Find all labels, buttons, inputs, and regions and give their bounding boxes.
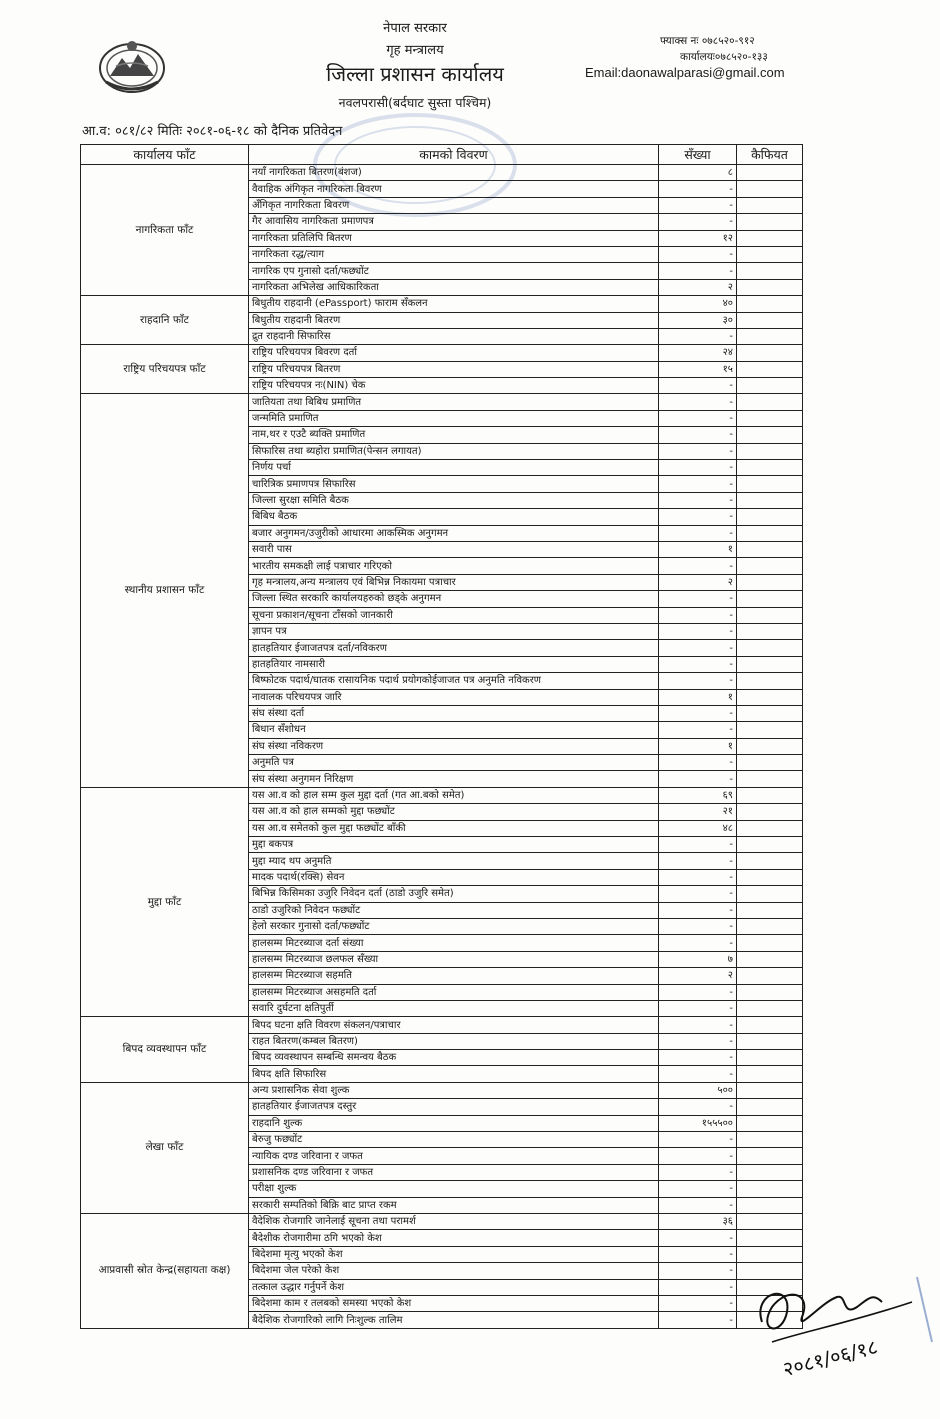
work-description: जातियता तथा बिबिध प्रमाणित [249,394,659,410]
work-count: - [659,558,737,574]
work-count: ७ [659,951,737,967]
work-count: ८ [659,165,737,181]
handwritten-signature [742,1262,940,1382]
work-description: बिधुतीय राहदानी बितरण [249,312,659,328]
remarks-cell [737,1197,803,1213]
work-count: - [659,935,737,951]
work-count: २ [659,968,737,984]
work-description: बिदेशमा जेल परेको केश [249,1263,659,1279]
work-count: - [659,214,737,230]
section-name: मुद्दा फाँट [81,787,249,1016]
work-description: नागरिकता प्रतिलिपि बितरण [249,230,659,246]
work-description: जिल्ला स्थित सरकारि कार्यालयहरुको छड्के अनुगमन [249,591,659,607]
work-description: जन्ममिति प्रमाणित [249,410,659,426]
work-count: - [659,181,737,197]
work-description: परीक्षा शुल्क [249,1181,659,1197]
remarks-cell [737,1066,803,1082]
daily-report-table [80,144,803,1329]
work-count: - [659,1148,737,1164]
work-description: हेलो सरकार गुनासो दर्ता/फछ्योंट [249,918,659,934]
work-description: बिपद घटना क्षति विवरण संकलन/पत्राचार [249,1017,659,1033]
remarks-cell [737,492,803,508]
work-count: - [659,869,737,885]
work-count: - [659,1017,737,1033]
table-row [81,394,803,410]
work-description: मुद्दा म्याद थप अनुमति [249,853,659,869]
work-count: - [659,1050,737,1066]
section-name: आप्रवासी स्रोत केन्द्र(सहायता कक्ष) [81,1214,249,1329]
fax-number: फ्याक्स नः ०७८५२०-९१२ [660,35,755,47]
work-description: बिष्फोटक पदार्थ/घातक रासायनिक पदार्थ प्रयोगकोईजाजत पत्र अनुमति नविकरण [249,673,659,689]
work-count: ४० [659,296,737,312]
work-count: - [659,902,737,918]
work-description: नयाँ नागरिकता बितरण(बंशज) [249,165,659,181]
work-description: राहदानि शुल्क [249,1115,659,1131]
work-description: बिभिन्न किसिमका उजुरि निवेदन दर्ता (ठाडो उजुरि समेत) [249,886,659,902]
work-count: - [659,1066,737,1082]
work-count: - [659,460,737,476]
remarks-cell [737,918,803,934]
work-count: - [659,378,737,394]
table-row [81,345,803,361]
work-description: तत्काल उद्धार गर्नुपर्ने केश [249,1279,659,1295]
work-count: - [659,1230,737,1246]
work-count: ६९ [659,787,737,803]
work-description: बैदेशीक रोजगारीमा ठगि भएको केश [249,1230,659,1246]
work-count: - [659,1312,737,1328]
work-description: सवारि दुर्घटना क्षतिपुर्ती [249,1000,659,1016]
work-count: - [659,640,737,656]
work-count: - [659,246,737,262]
work-count: - [659,509,737,525]
work-description: संघ संस्था नविकरण [249,738,659,754]
work-description: संघ संस्था अनुगमन निरिक्षण [249,771,659,787]
work-description: अन्य प्रशासनिक सेवा शुल्क [249,1082,659,1098]
work-count: - [659,1132,737,1148]
remarks-cell [737,1017,803,1033]
remarks-cell [737,902,803,918]
work-count: - [659,328,737,344]
work-description: बिधान सँशोधन [249,722,659,738]
work-description: गृह मन्त्रालय,अन्य मन्त्रालय एवं बिभिन्न निकायमा पत्राचार [249,574,659,590]
remarks-cell [737,984,803,1000]
work-description: बिबिध बैठक [249,509,659,525]
remarks-cell [737,820,803,836]
work-count: - [659,1000,737,1016]
work-count: २४ [659,345,737,361]
remarks-cell [737,181,803,197]
remarks-cell [737,935,803,951]
work-count: - [659,837,737,853]
work-count: - [659,1197,737,1213]
section-name: राहदानि फाँट [81,296,249,345]
header-government: नेपाल सरकार [383,21,447,36]
remarks-cell [737,591,803,607]
work-description: न्यायिक दण्ड जरिवाना र जफत [249,1148,659,1164]
table-row [81,787,803,803]
work-description: जिल्ला सुरक्षा समिति बैठक [249,492,659,508]
work-count: - [659,656,737,672]
work-count: - [659,591,737,607]
work-description: हालसम्म मिटरब्याज असहमति दर्ता [249,984,659,1000]
work-description: प्रशासनिक दण्ड जरिवाना र जफत [249,1164,659,1180]
work-description: ज्ञापन पत्र [249,623,659,639]
remarks-cell [737,804,803,820]
work-description: सवारी पास [249,541,659,557]
work-count: - [659,1181,737,1197]
work-description: राहत बितरण(कम्बल बितरण) [249,1033,659,1049]
work-description: बजार अनुगमन/उजुरीको आधारमा आकस्मिक अनुगमन [249,525,659,541]
work-count: १५५५०० [659,1115,737,1131]
work-count: - [659,607,737,623]
remarks-cell [737,705,803,721]
table-row [81,1082,803,1098]
work-count: - [659,623,737,639]
work-description: यस आ.व को हाल सम्म कुल मुद्दा दर्ता (गत आ.बको समेत) [249,787,659,803]
work-description: नाम,थर र एउटै ब्यक्ति प्रमाणित [249,427,659,443]
work-count: ३० [659,312,737,328]
work-count: - [659,886,737,902]
work-description: मुद्दा बकपत्र [249,837,659,853]
work-count: - [659,263,737,279]
remarks-cell [737,1082,803,1098]
remarks-cell [737,476,803,492]
remarks-cell [737,296,803,312]
remarks-cell [737,640,803,656]
work-description: चारित्रिक प्रमाणपत्र सिफारिस [249,476,659,492]
section-name: नागरिकता फाँट [81,165,249,296]
remarks-cell [737,279,803,295]
table-header-row [81,145,803,165]
work-description: नावालक परिचयपत्र जारि [249,689,659,705]
work-description: सरकारी सम्पतिको बिक्रि बाट प्राप्त रकम [249,1197,659,1213]
remarks-cell [737,312,803,328]
work-description: यस आ.व समेतको कुल मुद्दा फछ्योंट बाँकी [249,820,659,836]
remarks-cell [737,689,803,705]
work-description: बिपद क्षति सिफारिस [249,1066,659,1082]
remarks-cell [737,558,803,574]
remarks-cell [737,165,803,181]
remarks-cell [737,1148,803,1164]
work-count: - [659,673,737,689]
remarks-cell [737,1050,803,1066]
remarks-cell [737,394,803,410]
remarks-cell [737,623,803,639]
work-description: हातहतियार ईजाजतपत्र दर्ता/नविकरण [249,640,659,656]
remarks-cell [737,607,803,623]
work-description: हालसम्म मिटरब्याज छलफल सँख्या [249,951,659,967]
work-count: २१ [659,804,737,820]
table-row [81,1214,803,1230]
nepal-emblem-logo [96,36,168,96]
work-description: बेरुजु फछ्योंट [249,1132,659,1148]
remarks-cell [737,755,803,771]
remarks-cell [737,1214,803,1230]
remarks-cell [737,525,803,541]
remarks-cell [737,837,803,853]
remarks-cell [737,951,803,967]
remarks-cell [737,1099,803,1115]
work-count: - [659,755,737,771]
remarks-cell [737,427,803,443]
remarks-cell [737,1230,803,1246]
header-ministry: गृह मन्त्रालय [386,43,444,58]
section-name: राष्ट्रिय परिचयपत्र फाँट [81,345,249,394]
work-count: - [659,427,737,443]
remarks-cell [737,656,803,672]
work-description: राष्ट्रिय परिचयपत्र बिवरण दर्ता [249,345,659,361]
remarks-cell [737,853,803,869]
work-description: राष्ट्रिय परिचयपत्र नः(NIN) चेक [249,378,659,394]
remarks-cell [737,869,803,885]
work-count: - [659,722,737,738]
work-description: संघ संस्था दर्ता [249,705,659,721]
work-description: सिफारिस तथा ब्यहोरा प्रमाणित(पेन्सन लगायत) [249,443,659,459]
table-row [81,296,803,312]
remarks-cell [737,1115,803,1131]
work-description: मादक पदार्थ(रक्सि) सेवन [249,869,659,885]
work-description: हालसम्म मिटरब्याज दर्ता संख्या [249,935,659,951]
report-title: आ.व: ०८१/८२ मितिः २०८१-०६-१८ को दैनिक प्रतिवेदन [82,124,343,139]
section-name: स्थानीय प्रशासन फाँट [81,394,249,787]
remarks-cell [737,214,803,230]
remarks-cell [737,230,803,246]
header-count: सँख्या [659,145,737,165]
work-description: द्रुत राहदानी सिफारिस [249,328,659,344]
work-count: - [659,410,737,426]
work-count: ४८ [659,820,737,836]
office-phone: कार्यालयः०७८५२०-१३३ [680,51,768,63]
work-count: ५०० [659,1082,737,1098]
work-count: १ [659,541,737,557]
remarks-cell [737,246,803,262]
work-description: बिदेशमा काम र तलबको समस्या भएको केश [249,1295,659,1311]
work-description: सूचना प्रकाशन/सूचना टाँसको जानकारी [249,607,659,623]
work-count: - [659,443,737,459]
work-description: भारतीय समकक्षी लाई पत्राचार गरिएको [249,558,659,574]
header-remarks: कैफियत [737,145,803,165]
work-count: - [659,1164,737,1180]
remarks-cell [737,509,803,525]
work-count: - [659,1033,737,1049]
remarks-cell [737,361,803,377]
table-row [81,1017,803,1033]
work-description: हातहतियार ईजाजतपत्र दस्तुर [249,1099,659,1115]
work-count: - [659,525,737,541]
work-count: १२ [659,230,737,246]
remarks-cell [737,722,803,738]
remarks-cell [737,738,803,754]
work-description: गैर आवासिय नागरिकता प्रमाणपत्र [249,214,659,230]
work-count: २ [659,574,737,590]
work-count: - [659,771,737,787]
header-office-name: जिल्ला प्रशासन कार्यालय [326,62,504,86]
work-count: १ [659,689,737,705]
work-description: नागरिकता अभिलेख आधिकारिकता [249,279,659,295]
work-description: नागरिक एप गुनासो दर्ता/फछ्योंट [249,263,659,279]
work-count: - [659,394,737,410]
remarks-cell [737,541,803,557]
remarks-cell [737,460,803,476]
work-count: - [659,197,737,213]
work-description: वैवाहिक अंगिकृत नागरिकता बिवरण [249,181,659,197]
work-count: - [659,1263,737,1279]
work-description: यस आ.व को हाल सम्मको मुद्दा फछ्योंट [249,804,659,820]
work-count: - [659,705,737,721]
remarks-cell [737,673,803,689]
remarks-cell [737,787,803,803]
remarks-cell [737,263,803,279]
remarks-cell [737,771,803,787]
header-section: कार्यालय फाँट [81,145,249,165]
remarks-cell [737,1164,803,1180]
work-count: - [659,1099,737,1115]
work-count: - [659,984,737,1000]
remarks-cell [737,443,803,459]
work-description: ठाडो उजुरिको निवेदन फछ्योंट [249,902,659,918]
remarks-cell [737,968,803,984]
remarks-cell [737,886,803,902]
work-description: बिदेशमा मृत्यु भएको केश [249,1246,659,1262]
work-description: हातहतियार नामसारी [249,656,659,672]
remarks-cell [737,574,803,590]
work-description: बिपद व्यवस्थापन सम्बन्धि समन्वय बैठक [249,1050,659,1066]
section-name: बिपद व्यवस्थापन फाँट [81,1017,249,1083]
header-location: नवलपरासी(बर्दघाट सुस्ता पश्चिम) [338,95,492,110]
work-description: राष्ट्रिय परिचयपत्र बितरण [249,361,659,377]
remarks-cell [737,1246,803,1262]
work-count: - [659,918,737,934]
work-count: १ [659,738,737,754]
remarks-cell [737,1181,803,1197]
remarks-cell [737,328,803,344]
work-count: २ [659,279,737,295]
work-count: - [659,1279,737,1295]
work-count: - [659,476,737,492]
remarks-cell [737,345,803,361]
remarks-cell [737,410,803,426]
work-count: १५ [659,361,737,377]
table-row [81,165,803,181]
remarks-cell [737,1132,803,1148]
work-count: - [659,853,737,869]
work-description: बिधुतीय राहदानी (ePassport) फाराम सँकलन [249,296,659,312]
email-address: Email:daonawalparasi@gmail.com [585,65,785,80]
work-description: निर्णय पर्चा [249,460,659,476]
work-description: नागरिकता रद्ध/त्याग [249,246,659,262]
header-description: कामको विवरण [249,145,659,165]
work-description: वैदेशिक रोजगारि जानेलाई सूचना तथा परामर्श [249,1214,659,1230]
work-count: ३६ [659,1214,737,1230]
work-description: अँगिकृत नागरिकता बिवरण [249,197,659,213]
work-description: हालसम्म मिटरब्याज सहमति [249,968,659,984]
remarks-cell [737,197,803,213]
work-description: अनुमति पत्र [249,755,659,771]
section-name: लेखा फाँट [81,1082,249,1213]
signature-date: २०८१/०६/१८ [780,1334,881,1382]
work-count: - [659,1295,737,1311]
work-description: बैदेशिक रोजगारिको लागि निःशुल्क तालिम [249,1312,659,1328]
work-count: - [659,492,737,508]
remarks-cell [737,1000,803,1016]
work-count: - [659,1246,737,1262]
remarks-cell [737,1033,803,1049]
remarks-cell [737,378,803,394]
